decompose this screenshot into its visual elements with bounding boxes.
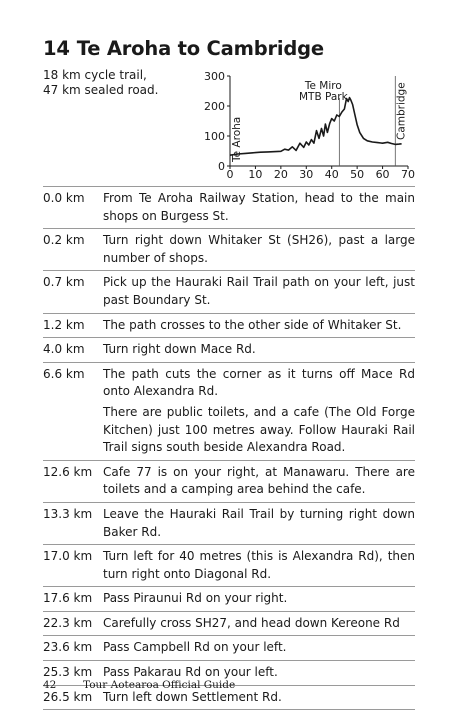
step-text: Turn left down Settlement Rd. bbox=[103, 689, 282, 704]
marker-label-cambridge: Cambridge bbox=[395, 82, 408, 140]
step-description bbox=[103, 590, 415, 608]
row-divider bbox=[43, 337, 415, 338]
step-description bbox=[103, 464, 415, 499]
x-tick-label: 30 bbox=[299, 168, 314, 181]
section-title: Te Aroha to Cambridge bbox=[76, 37, 324, 60]
step-distance: 17.6 km bbox=[43, 591, 93, 606]
book-title: Tour Aotearoa Official Guide bbox=[83, 679, 236, 691]
y-tick-label: 200 bbox=[204, 100, 225, 113]
marker-label-mtb-park: MTB Park bbox=[298, 91, 348, 103]
step-description bbox=[103, 506, 415, 541]
step-description bbox=[103, 548, 415, 583]
row-divider bbox=[43, 611, 415, 612]
summary-line-road: 47 km sealed road. bbox=[43, 83, 159, 97]
x-tick-label: 20 bbox=[273, 168, 288, 181]
step-distance: 4.0 km bbox=[43, 342, 85, 357]
step-text: Pass Campbell Rd on your left. bbox=[103, 640, 287, 655]
step-text: Turn right down Mace Rd. bbox=[103, 342, 256, 357]
step-distance: 25.3 km bbox=[43, 665, 93, 680]
row-divider bbox=[43, 502, 415, 503]
step-text: Pass Pakarau Rd on your left. bbox=[103, 665, 278, 680]
page-number: 42 bbox=[43, 679, 57, 691]
step-description bbox=[103, 190, 415, 225]
step-text: Pass Piraunui Rd on your right. bbox=[103, 591, 288, 606]
step-distance: 0.2 km bbox=[43, 233, 85, 248]
row-divider bbox=[43, 709, 415, 710]
row-divider bbox=[43, 270, 415, 271]
y-tick-label: 300 bbox=[204, 70, 225, 83]
row-divider bbox=[43, 586, 415, 587]
x-tick-label: 0 bbox=[226, 168, 234, 181]
section-number: 14 bbox=[43, 37, 70, 60]
step-description bbox=[103, 341, 415, 359]
step-description bbox=[103, 639, 415, 657]
elevation-line bbox=[230, 98, 402, 156]
marker-label-te-miro: Te Miro bbox=[304, 80, 342, 92]
y-tick-label: 0 bbox=[218, 160, 225, 173]
step-distance: 22.3 km bbox=[43, 615, 93, 630]
row-divider bbox=[43, 186, 415, 187]
step-distance: 23.6 km bbox=[43, 640, 93, 655]
step-description bbox=[103, 615, 415, 633]
row-divider bbox=[43, 460, 415, 461]
row-divider bbox=[43, 635, 415, 636]
step-distance: 26.5 km bbox=[43, 689, 93, 704]
step-text: From Te Aroha Railway Station, head to the main shops on Burgess St. bbox=[103, 191, 415, 223]
step-description bbox=[103, 232, 415, 267]
step-distance: 6.6 km bbox=[43, 366, 85, 381]
step-distance: 0.0 km bbox=[43, 191, 85, 205]
row-divider bbox=[43, 313, 415, 314]
marker-label-te-aroha: Te Aroha bbox=[231, 116, 243, 162]
step-description bbox=[103, 366, 415, 457]
step-distance: 0.7 km bbox=[43, 275, 85, 290]
step-text: Turn right down Whitaker St (SH26), past a large number of shops. bbox=[103, 233, 415, 265]
row-divider bbox=[43, 362, 415, 363]
step-text: Carefully cross SH27, and head down Kereone Rd bbox=[103, 615, 400, 630]
x-tick-label: 60 bbox=[375, 168, 390, 181]
step-text: Leave the Hauraki Rail Trail by turning right down Baker Rd. bbox=[103, 506, 415, 539]
row-divider bbox=[43, 544, 415, 545]
step-text: The path cuts the corner as it turns off Mace Rd onto Alexandra Rd. bbox=[103, 366, 415, 399]
step-text: The path crosses to the other side of Whitaker St. bbox=[103, 317, 402, 332]
y-tick-label: 100 bbox=[204, 130, 225, 143]
x-tick-label: 10 bbox=[248, 168, 263, 181]
elevation-profile-chart bbox=[0, 0, 458, 190]
step-distance: 17.0 km bbox=[43, 549, 93, 564]
step-note: There are public toilets, and a cafe (The Old Forge Kitchen) just 100 metres away. Follow Hauraki Rail Trail signs south beside Alexandra Road. bbox=[103, 404, 415, 455]
step-distance: 1.2 km bbox=[43, 317, 85, 332]
step-text: Pick up the Hauraki Rail Trail path on your left, just past Boundary St. bbox=[103, 275, 415, 307]
step-text: Cafe 77 is on your right, at Manawaru. There are toilets and a camping area behind the cafe. bbox=[103, 464, 415, 497]
row-divider bbox=[43, 660, 415, 661]
page-footer bbox=[43, 679, 235, 691]
x-tick-label: 50 bbox=[350, 168, 365, 181]
step-description bbox=[103, 317, 415, 335]
chart-series bbox=[230, 98, 402, 156]
step-description bbox=[103, 689, 415, 707]
step-distance: 12.6 km bbox=[43, 464, 93, 479]
step-distance: 13.3 km bbox=[43, 506, 93, 521]
x-tick-label: 40 bbox=[324, 168, 339, 181]
step-description bbox=[103, 274, 415, 309]
summary-line-trail: 18 km cycle trail, bbox=[43, 68, 147, 82]
x-tick-label: 70 bbox=[401, 168, 415, 181]
step-text: Turn left for 40 metres (this is Alexandra Rd), then turn right onto Diagonal Rd. bbox=[103, 549, 415, 581]
row-divider bbox=[43, 228, 415, 229]
